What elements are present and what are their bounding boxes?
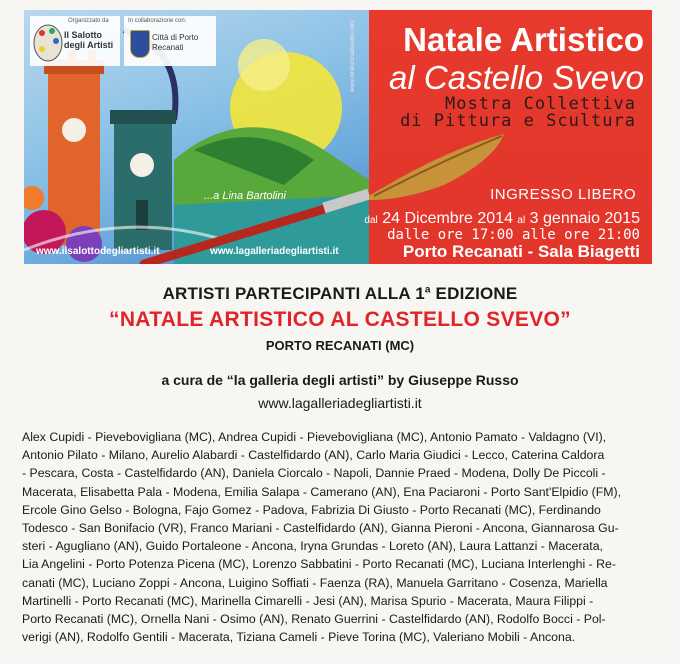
date-to: 3 gennaio 2015 bbox=[529, 210, 640, 227]
artists-line: Porto Recanati (MC), Ornella Nani - Osimo (AN), Renato Guerrini - Castelfidardo (AN), Rodolfo Bocci - Pol- bbox=[22, 612, 606, 627]
artists-line: Lia Angelini - Porto Potenza Picena (MC), Lorenzo Sabbatini - Porto Recanati (MC), Luciana Interlenghi - Re- bbox=[22, 557, 616, 572]
artists-line: steri - Agugliano (AN), Guido Portaleone - Ancona, Iryna Grundas - Loreto (AN), Laura Lattanzi - Macerata, bbox=[22, 539, 603, 554]
artists-line: - Pescara, Costa - Castelfidardo (AN), Daniela Ciorcalo - Napoli, Dannie Praed - Modena, Dolly De Piccoli - bbox=[22, 466, 606, 481]
date-from: 24 Dicembre 2014 bbox=[382, 210, 513, 227]
artists-line: Ercole Gino Gelso - Bologna, Fajo Gomez - Padova, Fabrizia Di Giusto - Porto Recanati (MC), Ferdinando bbox=[22, 502, 601, 517]
heading-line1-end: EDIZIONE bbox=[430, 284, 518, 303]
artists-line: Macerata, Elisabetta Pala - Modena, Emilia Salapa - Camerano (AN), Ena Paciaroni - Porto Sant'Elpidio (FM), bbox=[22, 484, 622, 499]
date-from-prefix: dal bbox=[364, 215, 378, 226]
event-hours: dalle ore 17:00 alle ore 21:00 bbox=[387, 227, 640, 243]
date-to-prefix: al bbox=[517, 215, 526, 226]
vertical-url: www.lorenzoSabbatini.com bbox=[350, 20, 356, 93]
galleria-url[interactable]: www.lagalleriadegliartisti.it bbox=[210, 246, 339, 257]
curator-credit: a cura de “la galleria degli artisti” by Giuseppe Russo bbox=[161, 372, 519, 388]
website-link[interactable]: www.lagalleriadegliartisti.it bbox=[258, 395, 422, 411]
organizer-name: Il Salotto degli Artisti bbox=[64, 30, 114, 50]
heading-ordinal: a bbox=[424, 284, 431, 296]
event-banner bbox=[24, 10, 652, 264]
artists-line: Martinelli - Porto Recanati (MC), Marinella Cimarelli - Jesi (AN), Marisa Spurio - Macerata, Maura Filippi - bbox=[22, 593, 594, 608]
free-entry-label: INGRESSO LIBERO bbox=[490, 186, 636, 203]
artists-list bbox=[22, 428, 662, 646]
artists-line: canati (MC), Luciano Zoppi - Ancona, Luigino Soffiati - Faenza (RA), Manuela Garritano - Cosenza, Mariella bbox=[22, 575, 608, 590]
exhibit-description bbox=[364, 96, 636, 130]
heading-line1: ARTISTI PARTECIPANTI ALLA 1 bbox=[162, 284, 425, 303]
exhibit-line-2: di Pittura e Scultura bbox=[400, 111, 636, 131]
exhibit-line-1: Mostra Collettiva bbox=[445, 94, 636, 114]
event-dates bbox=[364, 210, 640, 228]
participants-heading bbox=[0, 284, 680, 304]
banner-title: Natale Artistico bbox=[403, 21, 644, 58]
event-location: PORTO RECANATI (MC) bbox=[265, 338, 415, 353]
artists-line: Todesco - San Bonifacio (VR), Franco Mariani - Castelfidardo (AN), Gianna Pieroni - Ancona, Giannarosa Gu- bbox=[22, 521, 619, 536]
salotto-url[interactable]: www.ilsalottodegliartisti.it bbox=[36, 246, 160, 257]
dedication: ...a Lina Bartolini bbox=[204, 190, 286, 202]
city-name: Città di Porto Recanati bbox=[152, 33, 199, 52]
artists-line: verigi (AN), Rodolfo Gentili - Macerata, Tiziana Cameli - Pieve Torina (MC), Valeriano Mobili - Ancona. bbox=[22, 630, 576, 645]
artists-line: Antonio Pilato - Milano, Aurelio Alabardi - Castelfidardo (AN), Carlo Maria Giudici - Lecco, Caterina Caldora bbox=[22, 448, 605, 463]
event-place: Porto Recanati - Sala Biagetti bbox=[402, 242, 640, 261]
event-title: “NATALE ARTISTICO AL CASTELLO SVEVO” bbox=[109, 308, 571, 331]
collab-label: In collaborazione con: bbox=[128, 18, 187, 24]
banner-subtitle: al Castello Svevo bbox=[389, 59, 644, 96]
organizer-label: Organizzato da bbox=[68, 18, 109, 24]
artists-line: Alex Cupidi - Pievebovigliana (MC), Andrea Cupidi - Pievebovigliana (MC), Antonio Pamato - Valdagno (VI), bbox=[22, 430, 607, 444]
